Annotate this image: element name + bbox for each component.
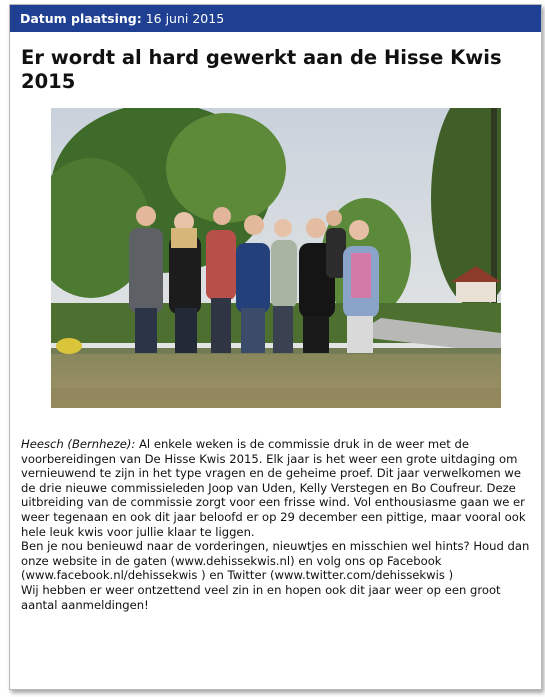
location-label: Heesch (Bernheze): xyxy=(21,437,136,451)
paragraph-3: Wij hebben er weer ontzettend veel zin in en hopen ook dit jaar weer op een groot aantal aanmeldingen! xyxy=(21,582,501,612)
date-label: Datum plaatsing: xyxy=(20,11,142,26)
paragraph-2: Ben je nou benieuwd naar de vorderingen, nieuwtjes en misschien wel hints? Houd dan onze website in de gaten (www.dehissekwis.nl) en volg ons op Facebook (www.facebook.nl/dehissekwis ) en Twitter (www.twitter.com/dehissekwis ) xyxy=(21,539,530,583)
date-value: 16 juni 2015 xyxy=(145,11,225,26)
article-body xyxy=(21,437,533,612)
paragraph-1 xyxy=(21,437,533,539)
article-card xyxy=(9,4,542,690)
article-title: Er wordt al hard gewerkt aan de Hisse Kwis 2015 xyxy=(21,46,502,93)
date-bar xyxy=(10,5,541,32)
group-photo xyxy=(51,108,501,408)
paragraph-1-text: Al enkele weken is de commissie druk in de weer met de voorbereidingen van De Hisse Kwis 2015. Elk jaar is het weer een grote uitdaging om vernieuwend te zijn in het type vragen en de geheime proef. Dit jaar verwelkomen we de drie nieuwe commissieleden Joop van Uden, Kelly Verstegen en Bo Coufreur. Deze uitbreiding van de commissie zorgt voor een frisse wind. Vol enthousiasme gaan we er weer tegenaan en ook dit jaar beloofd er op 29 december een pittige, maar vooral ook hele leuk kwis voor jullie klaar te liggen. xyxy=(21,437,526,539)
